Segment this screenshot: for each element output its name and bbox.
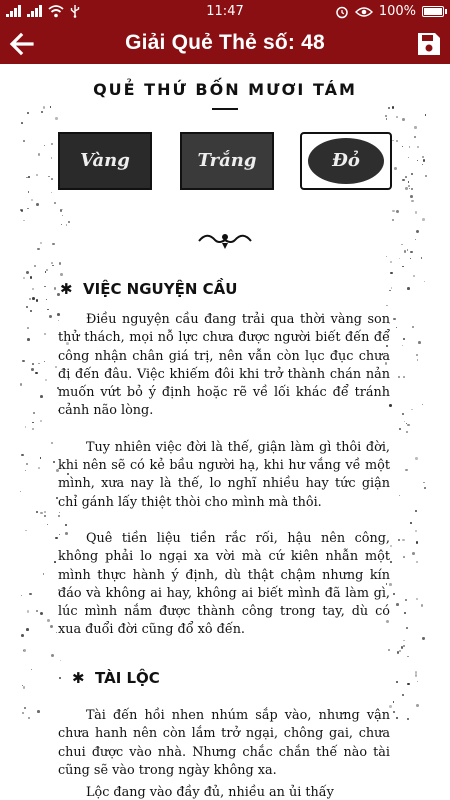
- section2-body: [58, 707, 390, 800]
- scan-speck: [53, 461, 56, 464]
- battery-text: 100%: [378, 4, 416, 19]
- scan-speck: [409, 146, 411, 148]
- scan-speck: [402, 345, 403, 346]
- scan-speck: [411, 188, 412, 189]
- scan-speck: [416, 230, 419, 233]
- scan-speck: [410, 195, 413, 198]
- scan-speck: [36, 203, 39, 206]
- scan-speck: [422, 637, 424, 639]
- scan-speck: [386, 256, 387, 257]
- scan-speck: [29, 593, 32, 596]
- scan-speck: [417, 160, 418, 161]
- scan-speck: [406, 627, 408, 629]
- scan-speck: [408, 185, 410, 187]
- scan-speck: [51, 192, 52, 193]
- scan-speck: [410, 522, 412, 524]
- scan-speck: [392, 106, 395, 109]
- paragraph: Quê tiền liệu tiền rắc rối, hậu nên công, không phải lo ngại xa vời mà cứ kiên nhẫn một mình thực hành ý định, dù thật chậm nhưng kín đáo và không ai hay, không ai biết mình đã làm gì, lúc mình nắm được thành công trong tay, dù có xua đuổi đời cũng đổ xô đến.: [58, 530, 390, 638]
- scan-speck: [393, 318, 395, 320]
- scan-speck: [415, 239, 416, 240]
- scan-speck: [408, 157, 409, 158]
- scan-speck: [399, 650, 401, 652]
- scan-speck: [44, 511, 46, 513]
- scan-speck: [398, 539, 400, 541]
- paragraph: Tài đến hồi nhen nhúm sắp vào, nhưng vận chưa hanh nên còn lắm trở ngại, chông gai, chưa chui được vào nhà. Nhưng chắc chắn thế nào tài cũng sẽ vào trong ngày không xa.: [58, 708, 390, 778]
- scan-speck: [40, 242, 42, 244]
- scan-speck: [396, 717, 398, 719]
- scan-speck: [26, 463, 28, 465]
- scan-speck: [402, 539, 405, 542]
- scan-speck: [60, 273, 63, 276]
- scan-speck: [44, 515, 46, 517]
- document-heading: QUẺ THỨ BỐN MƯƠI TÁM: [93, 80, 357, 99]
- alarm-icon: [335, 5, 349, 19]
- scan-speck: [59, 677, 61, 679]
- scan-speck: [417, 146, 419, 148]
- scan-speck: [403, 556, 405, 558]
- scan-speck: [40, 420, 42, 422]
- scan-speck: [50, 625, 53, 628]
- scan-speck: [68, 221, 70, 223]
- scan-speck: [415, 671, 417, 673]
- scan-speck: [44, 361, 45, 362]
- scan-speck: [51, 143, 53, 145]
- scan-speck: [407, 683, 409, 685]
- scan-speck: [36, 610, 38, 612]
- scan-speck: [417, 681, 418, 682]
- scan-speck: [425, 175, 427, 177]
- scan-speck: [396, 116, 398, 118]
- scan-speck: [51, 654, 54, 657]
- scan-speck: [402, 179, 405, 182]
- scan-speck: [47, 524, 48, 525]
- scan-speck: [407, 656, 409, 658]
- scan-speck: [415, 510, 417, 512]
- scan-speck: [23, 220, 25, 222]
- scan-speck: [393, 701, 394, 702]
- scan-speck: [25, 426, 26, 427]
- scan-speck: [392, 210, 395, 213]
- scan-speck: [392, 140, 393, 141]
- scan-speck: [398, 376, 400, 378]
- app-bar: [0, 24, 450, 64]
- scan-speck: [25, 530, 26, 531]
- status-bar: [0, 0, 450, 24]
- scan-speck: [21, 122, 23, 124]
- scan-speck: [386, 118, 387, 119]
- scan-speck: [404, 421, 405, 422]
- scan-speck: [414, 126, 416, 128]
- scan-speck: [403, 645, 405, 647]
- scan-speck: [421, 604, 424, 607]
- scan-speck: [43, 573, 44, 574]
- scan-speck: [392, 219, 394, 221]
- scan-speck: [52, 265, 53, 266]
- section1-body: [58, 311, 390, 640]
- badge-do: [300, 132, 392, 190]
- scan-speck: [23, 649, 26, 652]
- battery-fill: [424, 8, 442, 15]
- scan-speck: [403, 338, 405, 340]
- scan-speck: [38, 467, 40, 469]
- scan-speck: [409, 188, 411, 190]
- scan-speck: [390, 261, 392, 263]
- scan-speck: [422, 218, 425, 221]
- scan-speck: [31, 199, 33, 201]
- scan-speck: [396, 603, 399, 606]
- scan-speck: [36, 174, 38, 176]
- scan-speck: [40, 395, 43, 398]
- scan-speck: [423, 159, 425, 161]
- scan-speck: [52, 243, 55, 246]
- scan-speck: [416, 561, 418, 563]
- scan-speck: [396, 681, 398, 683]
- scan-speck: [55, 366, 57, 368]
- scan-speck: [54, 287, 57, 290]
- scan-speck: [30, 310, 32, 312]
- scan-speck: [415, 457, 418, 460]
- scan-speck: [404, 612, 406, 614]
- scan-speck: [412, 326, 414, 328]
- scan-speck: [385, 115, 386, 116]
- scan-speck: [412, 552, 415, 555]
- scan-speck: [59, 262, 61, 264]
- scan-speck: [35, 372, 37, 374]
- scan-speck: [22, 685, 23, 686]
- scan-speck: [27, 112, 29, 114]
- scan-speck: [422, 156, 425, 159]
- scan-speck: [422, 164, 423, 165]
- scan-speck: [414, 136, 416, 138]
- scan-speck: [26, 306, 28, 308]
- scan-speck: [389, 290, 390, 291]
- scan-speck: [401, 646, 403, 648]
- scan-speck: [425, 114, 427, 116]
- scan-speck: [33, 412, 35, 414]
- scan-speck: [402, 413, 404, 415]
- scan-speck: [23, 686, 26, 689]
- document-page: [0, 64, 450, 800]
- scan-speck: [32, 428, 34, 430]
- scan-speck: [416, 704, 419, 707]
- scan-speck: [54, 561, 56, 563]
- scan-speck: [424, 487, 426, 489]
- scan-speck: [27, 208, 29, 210]
- scan-speck: [36, 299, 39, 302]
- scan-speck: [393, 711, 395, 713]
- scan-speck: [402, 118, 405, 121]
- scan-speck: [27, 338, 30, 341]
- scan-speck: [28, 191, 30, 193]
- scan-speck: [422, 404, 423, 405]
- scan-speck: [407, 287, 410, 290]
- scan-speck: [44, 286, 45, 287]
- badge-trang: [180, 132, 274, 190]
- scan-speck: [45, 379, 47, 381]
- scan-speck: [411, 200, 413, 202]
- bullet-icon: ✱: [60, 280, 84, 298]
- scan-speck: [415, 530, 417, 532]
- scan-speck: [28, 717, 30, 719]
- scan-speck: [28, 176, 30, 178]
- scan-speck: [51, 262, 53, 264]
- scan-speck: [47, 309, 48, 310]
- scan-speck: [390, 545, 392, 547]
- badge-label: Đỏ: [332, 150, 360, 171]
- scan-speck: [20, 491, 21, 492]
- scan-speck: [37, 710, 40, 713]
- paragraph: Tuy nhiên việc đời là thế, giận làm gì thôi đời, khi nên sẽ có kẻ bầu người hạ, khi hư vắng về một mình, xưa nay là thế, lo nghĩ nhiều hay tức giận chỉ gánh lấy thiệt thòi cho mình mà thôi.: [58, 439, 390, 510]
- scan-speck: [41, 111, 43, 113]
- scan-speck: [51, 178, 53, 180]
- scan-speck: [402, 146, 403, 147]
- scan-speck: [408, 181, 410, 183]
- scan-speck: [48, 176, 49, 177]
- scan-speck: [46, 299, 47, 300]
- scan-speck: [415, 674, 418, 677]
- battery-icon: [422, 6, 444, 17]
- scan-speck: [34, 265, 37, 268]
- scan-speck: [54, 202, 56, 204]
- scan-speck: [402, 266, 403, 267]
- scan-speck: [410, 251, 413, 254]
- scan-speck: [22, 360, 24, 362]
- scan-speck: [405, 176, 407, 178]
- scan-speck: [407, 718, 409, 720]
- scan-speck: [415, 211, 417, 213]
- scan-speck: [403, 640, 405, 642]
- scan-speck: [401, 244, 403, 246]
- scan-speck: [23, 277, 25, 279]
- scan-speck: [413, 275, 415, 277]
- scan-speck: [23, 140, 25, 142]
- scan-speck: [45, 271, 46, 272]
- scan-speck: [405, 469, 408, 472]
- scan-speck: [388, 107, 390, 109]
- scan-speck: [60, 660, 62, 662]
- scan-speck: [44, 145, 45, 146]
- scan-speck: [416, 541, 419, 544]
- scan-speck: [27, 610, 29, 612]
- scan-speck: [37, 248, 39, 250]
- scan-speck: [418, 341, 421, 344]
- scan-speck: [51, 157, 53, 159]
- paragraph: Điều nguyện cầu đang trải qua thời vàng son thử thách, mọi nỗ lực chưa được người biết đến để công nhận chân giá trị, nên vẫn còn lục đục chưa đi đến đâu. Việc khiếm đôi khi trở thành chán nản muốn vứt bỏ ý định hoặc rẽ về lối khác để tránh cảnh não lòng.: [58, 312, 390, 419]
- scan-speck: [51, 442, 53, 444]
- scan-speck: [32, 422, 34, 424]
- scan-speck: [40, 512, 43, 515]
- scan-speck: [405, 187, 408, 190]
- scan-speck: [404, 250, 406, 252]
- scan-speck: [417, 359, 418, 360]
- scan-speck: [396, 327, 397, 328]
- scan-speck: [24, 707, 26, 709]
- scan-speck: [31, 669, 32, 670]
- scan-speck: [21, 634, 24, 637]
- heading-underline: [212, 108, 238, 110]
- scan-speck: [411, 173, 413, 175]
- scan-speck: [43, 106, 45, 108]
- scan-speck: [399, 258, 400, 259]
- scan-speck: [32, 363, 34, 365]
- scan-speck: [393, 593, 395, 595]
- section-heading-nguyen-cau: ✱ VIỆC NGUYỆN CẦU: [60, 280, 238, 298]
- bullet-icon: ✱: [72, 669, 96, 687]
- scan-speck: [27, 327, 29, 329]
- scan-speck: [407, 249, 408, 250]
- scan-speck: [46, 269, 48, 271]
- scan-speck: [26, 628, 29, 631]
- badge-label: Vàng: [80, 150, 130, 171]
- status-time: 11:47: [206, 4, 244, 19]
- scan-speck: [66, 224, 68, 226]
- scan-speck: [38, 363, 39, 364]
- scan-speck: [31, 368, 34, 371]
- scan-speck: [20, 383, 22, 385]
- scan-speck: [32, 288, 35, 291]
- scan-speck: [47, 619, 50, 622]
- status-right-icons: [335, 4, 444, 19]
- page-title: Giải Quẻ Thẻ số: 48: [125, 31, 325, 54]
- scan-speck: [26, 271, 29, 274]
- scan-speck: [424, 281, 425, 282]
- scan-speck: [416, 598, 418, 600]
- scan-speck: [399, 495, 400, 496]
- scan-speck: [32, 297, 35, 300]
- scan-speck: [29, 298, 30, 299]
- scan-speck: [399, 428, 401, 430]
- scan-speck: [388, 649, 390, 651]
- scan-speck: [25, 470, 27, 472]
- scan-speck: [403, 376, 405, 378]
- scan-speck: [50, 106, 51, 107]
- scan-speck: [22, 712, 24, 714]
- scan-speck: [416, 354, 418, 356]
- scan-speck: [391, 287, 392, 288]
- scan-speck: [407, 424, 410, 427]
- scan-speck: [40, 612, 43, 615]
- scan-speck: [386, 305, 388, 307]
- scan-speck: [396, 140, 399, 143]
- scan-speck: [62, 215, 64, 217]
- ornament-icon: [195, 229, 255, 251]
- scan-speck: [390, 272, 393, 275]
- scan-speck: [36, 511, 38, 513]
- scan-speck: [61, 224, 62, 225]
- scan-speck: [402, 694, 404, 696]
- scan-speck: [423, 482, 425, 484]
- badge-vang: [58, 132, 152, 190]
- scan-speck: [411, 409, 412, 410]
- section-heading-tai-loc: ✱ TÀI LỘC: [72, 669, 160, 687]
- scan-speck: [38, 153, 41, 156]
- floppy-disk-icon[interactable]: [416, 31, 442, 57]
- scan-speck: [21, 454, 23, 456]
- badge-label: Trắng: [197, 150, 257, 171]
- scan-speck: [30, 276, 33, 279]
- scan-speck: [49, 315, 52, 318]
- scan-speck: [60, 209, 63, 212]
- scan-speck: [421, 257, 423, 259]
- scan-speck: [396, 210, 399, 213]
- scan-speck: [55, 117, 58, 120]
- scan-speck: [40, 457, 42, 459]
- scan-speck: [405, 599, 407, 601]
- scan-speck: [44, 333, 46, 335]
- scan-speck: [21, 595, 22, 596]
- paragraph: Lộc đang vào đầy đủ, nhiều an ủi thấy: [86, 785, 334, 800]
- eye-icon: [355, 6, 373, 18]
- scan-speck: [410, 258, 411, 259]
- scan-speck: [406, 431, 408, 433]
- scan-speck: [394, 167, 397, 170]
